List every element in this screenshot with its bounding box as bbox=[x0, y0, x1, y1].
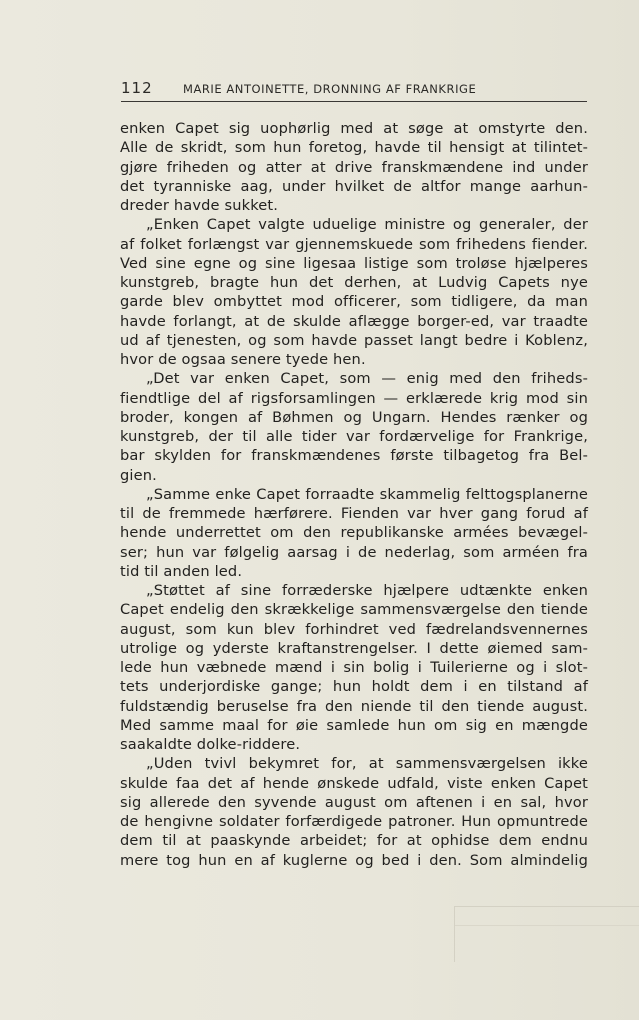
text-line: bar skylden for franskmændenes første tilbagetog fra Bel- bbox=[120, 447, 588, 465]
text-line: sig allerede den syvende august om aftenen i en sal, hvor bbox=[120, 793, 588, 811]
text-line: „Støttet af sine forræderske hjælpere udtænkte enken bbox=[146, 582, 588, 599]
text-line: det tyranniske aag, under hvilket de altfor mange aarhun- bbox=[120, 177, 588, 195]
text-line: hende underrettet om den republikanske armées bevægel- bbox=[120, 524, 588, 542]
scan-edge-mark bbox=[454, 906, 639, 962]
text-line: hvor de ogsaa senere tyede hen. bbox=[120, 351, 366, 368]
text-line: tid til anden led. bbox=[120, 562, 243, 580]
text-line: havde forlangt, at de skulde aflægge borger-ed, var traadte bbox=[120, 312, 588, 330]
text-line: gien. bbox=[120, 466, 157, 484]
text-line: saakaldte dolke-riddere. bbox=[120, 736, 301, 753]
text-line: Capet endelig den skrækkelige sammensværgelse den tiende bbox=[120, 601, 588, 619]
text-line: kunstgreb, der til alle tider var fordærvelige for Frankrige, bbox=[120, 428, 588, 445]
text-line: enken Capet sig uophørlig med at søge at omstyrte den. bbox=[120, 120, 588, 137]
text-line: ud af tjenesten, og som havde passet langt bedre i Koblenz, bbox=[120, 331, 588, 349]
text-line: tets underjordiske gange; hun holdt dem i en tilstand af bbox=[120, 678, 588, 696]
text-line: Alle de skridt, som hun foretog, havde til hensigt at tilintet- bbox=[120, 139, 588, 157]
text-line: „Det var enken Capet, som — enig med den friheds- bbox=[146, 370, 588, 388]
text-line: dem til at paaskynde arbeidet; for at ophidse dem endnu bbox=[120, 832, 588, 850]
text-line: til de fremmede hærførere. Fienden var hver gang forud af bbox=[120, 505, 588, 522]
text-line: kunstgreb, bragte hun det derhen, at Ludvig Capets nye bbox=[120, 274, 588, 291]
body-text bbox=[120, 119, 588, 870]
text-line: ser; hun var følgelig aarsag i de nederlag, som arméen fra bbox=[120, 543, 588, 561]
text-line: Ved sine egne og sine ligesaa listige som troløse hjælperes bbox=[120, 254, 588, 272]
text-line: fuldstændig beruselse fra den niende til den tiende august. bbox=[120, 697, 588, 715]
text-line: august, som kun blev forhindret ved fædrelandsvennernes bbox=[120, 620, 588, 638]
text-line: skulde faa det af hende ønskede udfald, viste enken Capet bbox=[120, 774, 588, 792]
text-line: „Enken Capet valgte uduelige ministre og generaler, der bbox=[146, 216, 588, 234]
text-line: utrolige og yderste kraftanstrengelser. I dette øiemed sam- bbox=[120, 639, 588, 657]
text-line: Med samme maal for øie samlede hun om sig en mængde bbox=[120, 716, 588, 734]
text-line: „Samme enke Capet forraadte skammelig felttogsplanerne bbox=[146, 485, 588, 503]
text-line: garde blev ombyttet mod officerer, som tidligere, da man bbox=[120, 293, 588, 311]
text-line: af folket forlængst var gjennemskuede som frihedens fiender. bbox=[120, 235, 588, 253]
text-line: fiendtlige del af rigsforsamlingen — erklærede krig mod sin bbox=[120, 389, 588, 407]
text-line: de hengivne soldater forfærdigede patroner. Hun opmuntrede bbox=[120, 813, 588, 830]
running-head bbox=[121, 79, 587, 102]
text-line: „Uden tvivl bekymret for, at sammensværgelsen ikke bbox=[146, 755, 588, 773]
text-line: mere tog hun en af kuglerne og bed i den. Som almindelig bbox=[120, 851, 588, 869]
text-line: gjøre friheden og atter at drive franskmændene ind under bbox=[120, 158, 588, 176]
page-number: 112 bbox=[121, 79, 153, 97]
text-line: lede hun væbnede mænd i sin bolig i Tuilerierne og i slot- bbox=[120, 659, 588, 676]
running-title: MARIE ANTOINETTE, DRONNING AF FRANKRIGE bbox=[183, 82, 477, 96]
text-line: dreder havde sukket. bbox=[120, 197, 279, 214]
text-line: broder, kongen af Bøhmen og Ungarn. Hendes rænker og bbox=[120, 408, 588, 426]
